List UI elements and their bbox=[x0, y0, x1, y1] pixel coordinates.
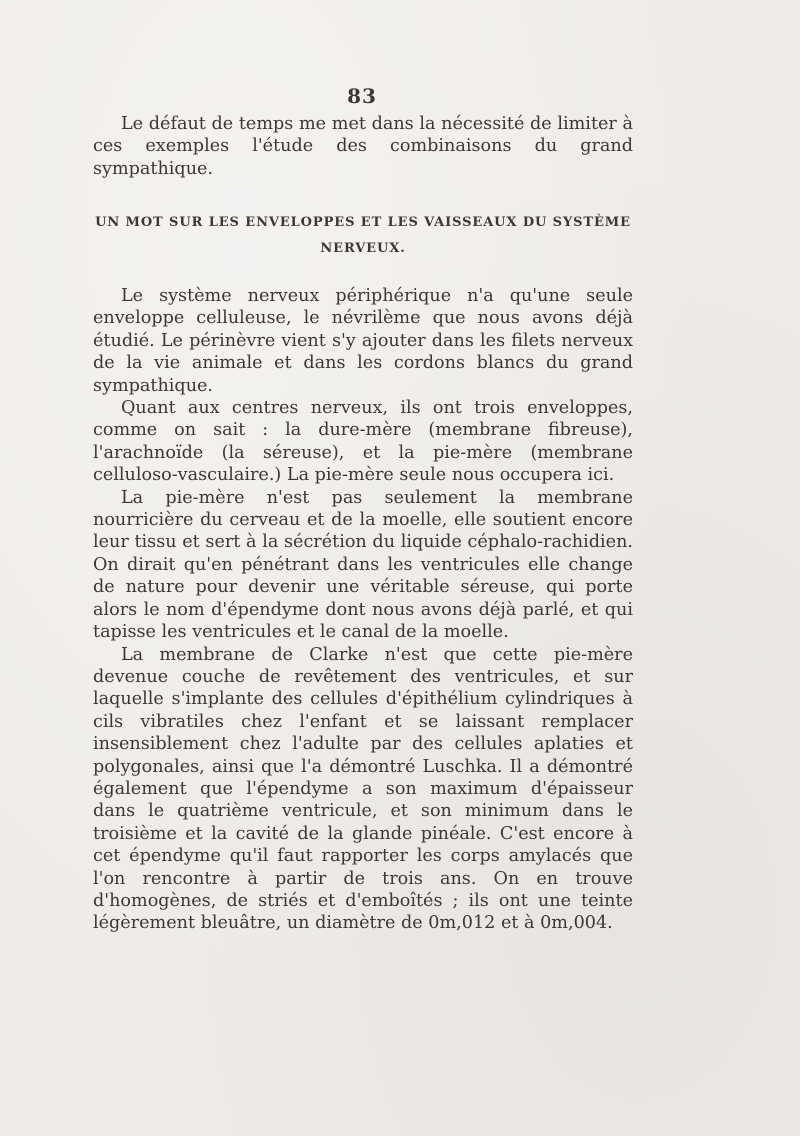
intro-paragraph bbox=[93, 113, 633, 180]
paragraph: La pie-mère n'est pas seulement la membrane nourricière du cerveau et de la moelle, elle soutient encore leur tissu et sert à la sécrétion du liquide céphalo-rachidien. On dirait qu'en pénétrant dans les ventricules elle change de nature pour devenir une véritable séreuse, qui porte alors le nom d'épendyme dont nous avons déjà parlé, et qui tapisse les ventricules et le canal de la moelle. bbox=[93, 487, 633, 643]
paragraph: La membrane de Clarke n'est que cette pie-mère devenue couche de revêtement des ventricules, et sur laquelle s'implante des cellules d'épithélium cylindriques à cils vibratiles chez l'enfant et se laissant remplacer insensiblement chez l'adulte par des cellules aplaties et polygonales, ainsi que l'a démontré Luschka. Il a démontré également que l'épendyme a son maximum d'épaisseur dans le quatrième ventricule, et son minimum dans le troisième et la cavité de la glande pinéale. C'est encore à cet épendyme qu'il faut rapporter les corps amylacés que l'on rencontre à partir de trois ans. On en trouve d'homogènes, de striés et d'emboîtés ; ils ont une teinte légèrement bleuâtre, un diamètre de 0m,012 et à 0m,004. bbox=[93, 644, 633, 934]
paragraph: Le système nerveux périphérique n'a qu'une seule enveloppe celluleuse, le névrilème que nous avons déjà étudié. Le périnèvre vient s'y ajouter dans les filets nerveux de la vie animale et dans les cordons blancs du grand sympathique. bbox=[93, 286, 633, 396]
section-heading: UN MOT SUR LES ENVELOPPES ET LES VAISSEAUX DU SYSTÈME NERVEUX. bbox=[95, 215, 631, 256]
paragraph: Le défaut de temps me met dans la nécessité de limiter à ces exemples l'étude des combinaisons du grand sympathique. bbox=[93, 114, 633, 179]
body-text bbox=[93, 285, 633, 935]
paragraph: Quant aux centres nerveux, ils ont trois enveloppes, comme on sait : la dure-mère (membrane fibreuse), l'arachnoïde (la séreuse), et la pie-mère (membrane celluloso-vasculaire.) La pie-mère seule nous occupera ici. bbox=[93, 398, 633, 486]
page-number: 83 bbox=[347, 84, 377, 108]
